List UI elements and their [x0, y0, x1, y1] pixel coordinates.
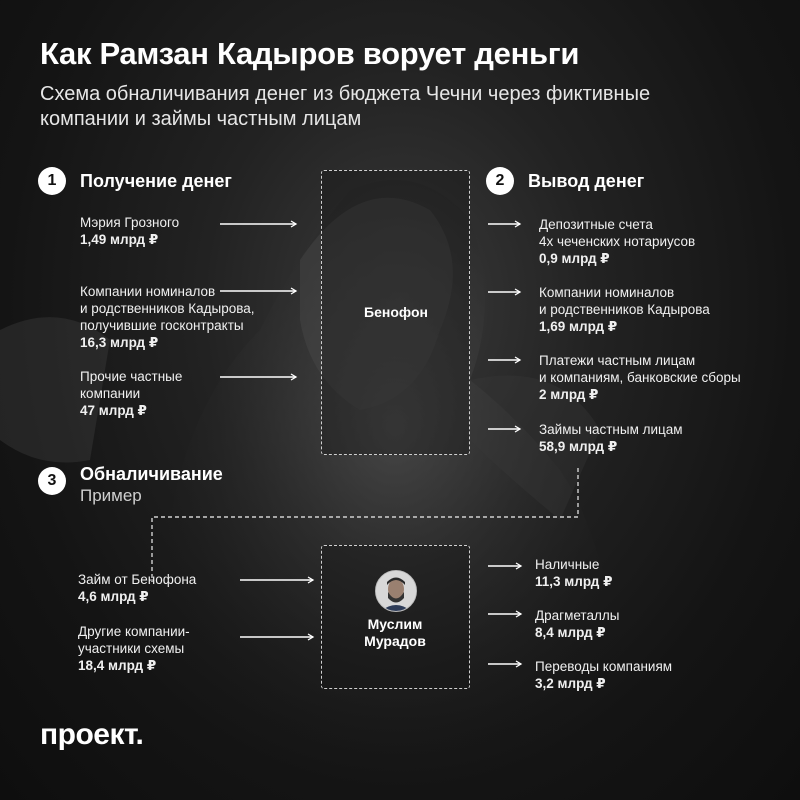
section3-input [78, 571, 298, 605]
item-value: 3,2 млрд ₽ [535, 676, 606, 691]
item-value: 0,9 млрд ₽ [539, 251, 610, 266]
item-value: 4,6 млрд ₽ [78, 589, 149, 604]
item-value: 18,4 млрд ₽ [78, 658, 157, 673]
section3-title: Обналичивание [80, 464, 223, 484]
item-label: Мэрия Грозного [80, 215, 180, 230]
section2-number-badge: 2 [486, 167, 514, 195]
section2-item [539, 421, 789, 455]
item-value: 47 млрд ₽ [80, 403, 147, 418]
section3-input [78, 623, 298, 674]
item-value: 58,9 млрд ₽ [539, 439, 618, 454]
item-label: Драгметаллы [535, 608, 620, 623]
section1-title: Получение денег [80, 171, 232, 191]
item-label: Займы частным лицам [539, 422, 683, 437]
item-label: Прочие частные компании [80, 369, 183, 401]
proekt-logo: проект. [40, 718, 144, 751]
item-value: 1,69 млрд ₽ [539, 319, 618, 334]
page-title: Как Рамзан Кадыров ворует деньги [40, 36, 580, 71]
person-avatar [375, 570, 417, 612]
item-label: Другие компании- участники схемы [78, 624, 190, 656]
section2-item [539, 352, 794, 403]
item-label: Займ от Бенофона [78, 572, 197, 587]
section1-item [80, 214, 300, 248]
section2-item [539, 284, 789, 335]
item-label: Платежи частным лицам и компаниям, банковские сборы [539, 353, 741, 385]
item-value: 8,4 млрд ₽ [535, 625, 606, 640]
section1-item [80, 283, 310, 351]
section3-output [535, 556, 755, 590]
page-subtitle: Схема обналичивания денег из бюджета Чечни через фиктивные компании и займы частным лицам [40, 83, 651, 130]
section1-number-badge: 1 [38, 167, 66, 195]
item-value: 11,3 млрд ₽ [535, 574, 613, 589]
section2-title: Вывод денег [528, 171, 645, 191]
section3-output [535, 658, 755, 692]
section1-item [80, 368, 300, 419]
person-avatar-icon [376, 571, 416, 611]
person-name: Муслим Мурадов [364, 616, 426, 649]
section2-item [539, 216, 789, 267]
item-label: Депозитные счета 4х чеченских нотариусов [539, 217, 696, 249]
item-label: Переводы компаниям [535, 659, 673, 674]
item-value: 1,49 млрд ₽ [80, 232, 159, 247]
item-label: Наличные [535, 557, 600, 572]
section3-output [535, 607, 755, 641]
item-value: 2 млрд ₽ [539, 387, 599, 402]
section3-number-badge: 3 [38, 467, 66, 495]
item-label: Компании номиналов и родственников Кадырова, получившие госконтракты [80, 284, 255, 333]
item-value: 16,3 млрд ₽ [80, 335, 159, 350]
item-label: Компании номиналов и родственников Кадырова [539, 285, 710, 317]
benofon-label: Бенофон [364, 304, 428, 320]
section3-subtitle: Пример [80, 486, 142, 505]
